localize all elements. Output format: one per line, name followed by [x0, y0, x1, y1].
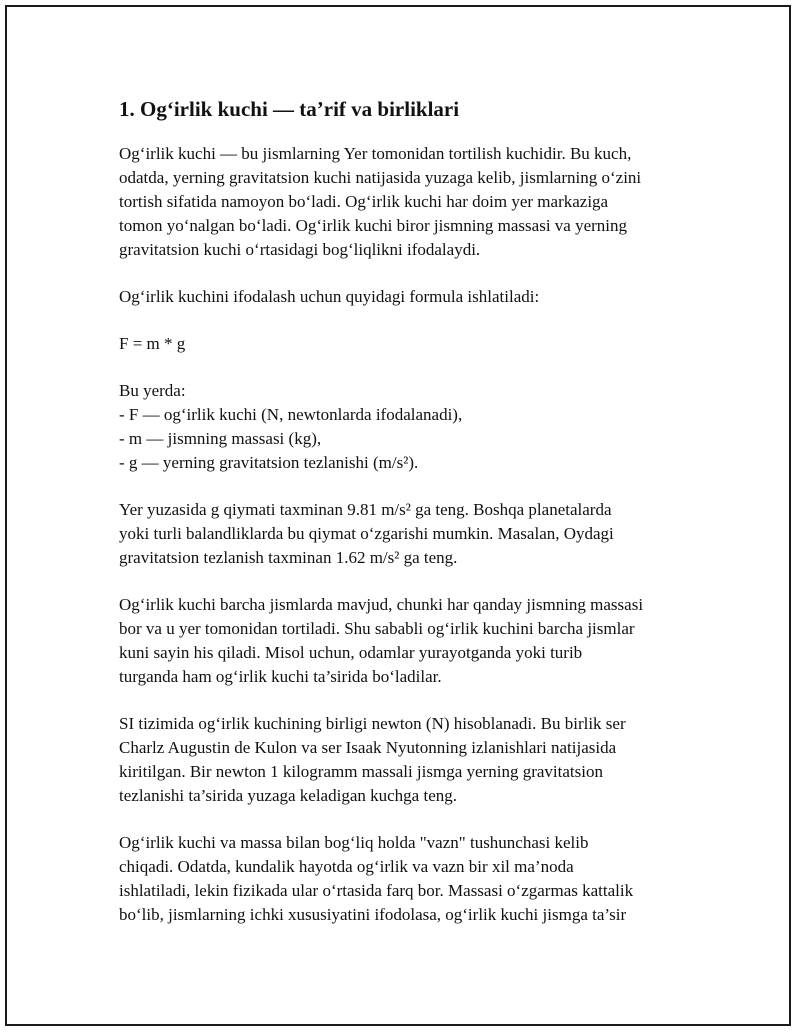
paragraph-universal: [119, 593, 709, 689]
paragraph-definition: [119, 142, 709, 262]
text-line: tomon yo‘nalgan bo‘ladi. Og‘irlik kuchi biror jismning massasi va yerning: [119, 216, 628, 236]
paragraph-si-unit: [119, 712, 709, 808]
list-item: - g — yerning gravitatsion tezlanishi (m/s²).: [119, 453, 419, 473]
list-intro: Bu yerda:: [119, 381, 186, 401]
text-line: Charlz Augustin de Kulon va ser Isaak Nyutonning izlanishlari natijasida: [119, 738, 617, 758]
text-line: ishlatiladi, lekin fizikada ular o‘rtasida farq bor. Massasi o‘zgarmas kattalik: [119, 881, 634, 901]
text-line: Yer yuzasida g qiymati taxminan 9.81 m/s² ga teng. Boshqa planetalarda: [119, 500, 612, 520]
text-line: odatda, yerning gravitatsion kuchi natijasida yuzaga kelib, jismlarning o‘zini: [119, 168, 642, 188]
text-line: tortish sifatida namoyon bo‘ladi. Og‘irlik kuchi har doim yer markaziga: [119, 192, 609, 212]
text-line: yoki turli balandliklarda bu qiymat o‘zgarishi mumkin. Masalan, Oydagi: [119, 524, 614, 544]
paragraph-formula-intro: Og‘irlik kuchini ifodalash uchun quyidagi formula ishlatiladi:: [119, 287, 540, 307]
text-line: chiqadi. Odatda, kundalik hayotda og‘irlik va vazn bir xil ma’noda: [119, 857, 574, 877]
paragraph-weight: [119, 831, 709, 927]
list-item: - F — og‘irlik kuchi (N, newtonlarda ifodalanadi),: [119, 405, 463, 425]
text-line: kuni sayin his qiladi. Misol uchun, odamlar yurayotganda yoki turib: [119, 643, 583, 663]
text-line: kiritilgan. Bir newton 1 kilogramm massali jismga yerning gravitatsion: [119, 762, 603, 782]
text-line: Og‘irlik kuchi barcha jismlarda mavjud, chunki har qanday jismning massasi: [119, 595, 644, 615]
text-line: Og‘irlik kuchi — bu jismlarning Yer tomonidan tortilish kuchidir. Bu kuch,: [119, 144, 632, 164]
text-line: gravitatsion kuchi o‘rtasidagi bog‘liqlikni ifodalaydi.: [119, 240, 481, 260]
paragraph-g-value: [119, 498, 709, 570]
formula: F = m * g: [119, 334, 186, 354]
document-content: [119, 97, 709, 950]
text-line: gravitatsion tezlanish taxminan 1.62 m/s² ga teng.: [119, 548, 458, 568]
list-item: - m — jismning massasi (kg),: [119, 429, 322, 449]
variable-list: [119, 379, 709, 475]
page-title: 1. Og‘irlik kuchi — ta’rif va birliklari: [119, 97, 460, 121]
text-line: tezlanishi ta’sirida yuzaga keladigan kuchga teng.: [119, 786, 457, 806]
text-line: bo‘lib, jismlarning ichki xususiyatini ifodolasa, og‘irlik kuchi jismga ta’sir: [119, 905, 627, 925]
text-line: Og‘irlik kuchi va massa bilan bog‘liq holda "vazn" tushunchasi kelib: [119, 833, 589, 853]
text-line: turganda ham og‘irlik kuchi ta’sirida bo‘ladilar.: [119, 667, 442, 687]
text-line: SI tizimida og‘irlik kuchining birligi newton (N) hisoblanadi. Bu birlik ser: [119, 714, 626, 734]
text-line: bor va u yer tomonidan tortiladi. Shu sababli og‘irlik kuchini barcha jismlar: [119, 619, 635, 639]
document-page: [5, 5, 791, 1026]
